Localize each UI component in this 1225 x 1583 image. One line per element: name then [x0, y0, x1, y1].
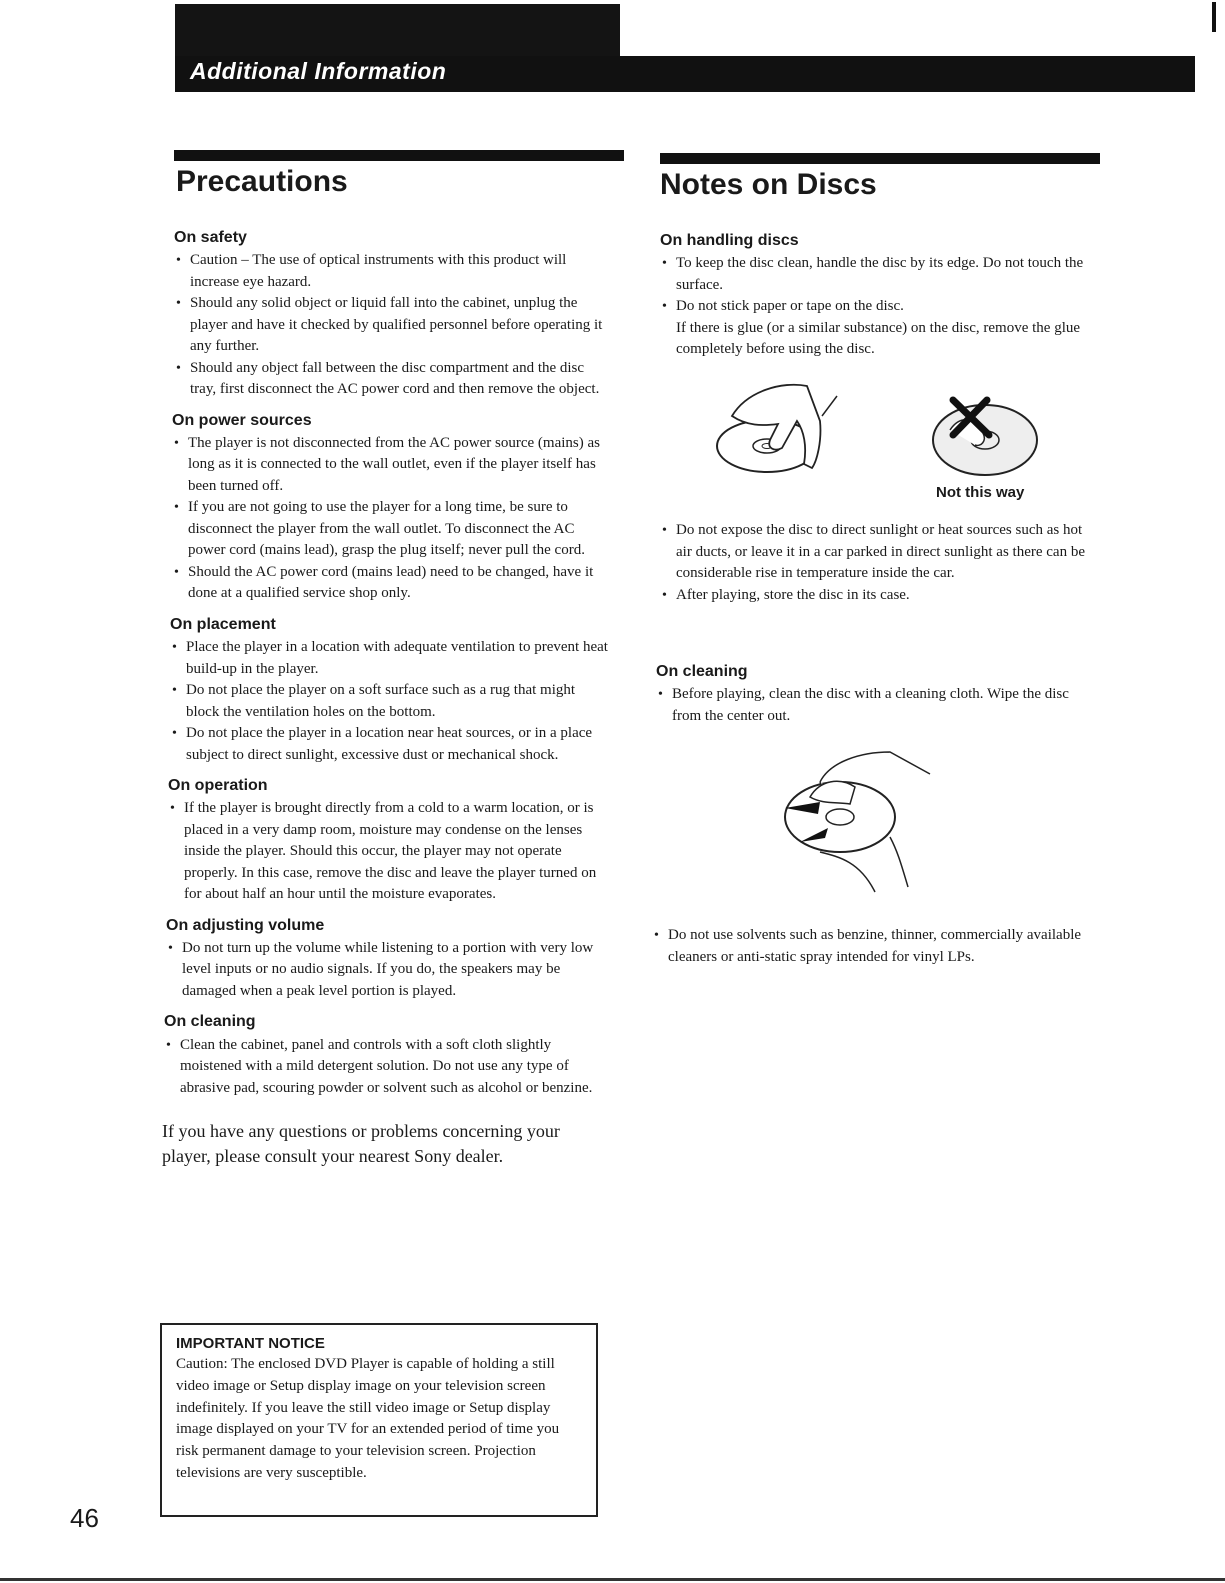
handling-heading: On handling discs	[660, 232, 799, 249]
placement-section	[170, 615, 612, 766]
bottom-border	[0, 1578, 1225, 1581]
handling-note: If there is glue (or a similar substance) on the disc, remove the glue completely before using the disc.	[676, 319, 1081, 358]
list-item: • Should any solid object or liquid fall into the cabinet, unplug the player and have it checked by qualified personnel before operating it any further.	[174, 293, 612, 358]
safety-section	[174, 228, 612, 401]
handling-section-continued	[660, 520, 1100, 606]
list-item: • Do not place the player in a location near heat sources, or in a place subject to direct sunlight, excessive dust or mechanical shock.	[170, 723, 612, 766]
disc-not-this-way-illustration	[925, 395, 1045, 480]
list-item: • Do not turn up the volume while listening to a portion with very low level inputs or no audio signals. If you do, the speakers may be damaged when a peak level portion is played.	[166, 938, 612, 1003]
list-item: • To keep the disc clean, handle the disc by its edge. Do not touch the surface.	[660, 253, 1100, 296]
list-item: • Before playing, clean the disc with a cleaning cloth. Wipe the disc from the center out.	[656, 684, 1096, 727]
volume-heading: On adjusting volume	[166, 916, 325, 934]
list-item: • If the player is brought directly from a cold to a warm location, or is placed in a very damp room, moisture may condense on the lenses inside the player. Should this occur, the player may not operate properly. In this case, remove the disc and leave the player turned on for about half an hour until the moisture evaporates.	[168, 798, 612, 906]
list-item: • Clean the cabinet, panel and controls with a soft cloth slightly moistened with a mild detergent solution. Do not use any type of abrasive pad, scouring powder or solvent such as alcohol or benzine.	[164, 1035, 612, 1100]
cleaning-heading: On cleaning	[164, 1013, 256, 1031]
header-title: Additional Information	[190, 58, 447, 84]
not-this-way-caption: Not this way	[936, 484, 1025, 501]
operation-heading: On operation	[168, 777, 268, 795]
precautions-title: Precautions	[176, 165, 348, 198]
power-section	[172, 411, 612, 605]
list-item: • If you are not going to use the player for a long time, be sure to disconnect the player from the wall outlet. To disconnect the AC power cord (mains lead), grasp the plug itself; never pull the cord.	[172, 497, 612, 562]
list-item: • Do not place the player on a soft surface such as a rug that might block the ventilation holes on the bottom.	[170, 680, 612, 723]
disc-cleaning-heading: On cleaning	[656, 663, 748, 680]
important-notice	[160, 1323, 598, 1517]
disc-cleaning-section	[656, 662, 1096, 727]
disc-cleaning-continued	[652, 925, 1092, 968]
placement-heading: On placement	[170, 615, 276, 633]
precautions-column	[162, 150, 612, 1169]
closing-text: If you have any questions or problems concerning your player, please consult your nearest Sony dealer.	[162, 1121, 560, 1167]
notice-title: IMPORTANT NOTICE	[176, 1335, 325, 1352]
discs-title: Notes on Discs	[660, 168, 877, 201]
list-item: • After playing, store the disc in its case.	[660, 585, 1100, 607]
page-number: 46	[70, 1503, 99, 1533]
operation-section	[168, 776, 612, 906]
header-tab	[175, 4, 620, 56]
safety-heading: On safety	[174, 229, 247, 246]
section-rule	[174, 150, 624, 161]
handling-section	[660, 231, 1100, 361]
disc-held-by-edge-illustration	[712, 376, 852, 476]
list-item: • Do not stick paper or tape on the disc.	[660, 296, 1100, 318]
list-item: • The player is not disconnected from the AC power source (mains) as long as it is connected to the wall outlet, even if the player itself has been turned off.	[172, 433, 612, 498]
list-item: • Do not use solvents such as benzine, thinner, commercially available cleaners or anti-static spray intended for vinyl LPs.	[652, 925, 1092, 968]
list-item: • Caution – The use of optical instruments with this product will increase eye hazard.	[174, 250, 612, 293]
section-rule	[660, 153, 1100, 164]
power-heading: On power sources	[172, 411, 312, 429]
list-item: • Should any object fall between the disc compartment and the disc tray, first disconnect the AC power cord and then remove the object.	[174, 358, 612, 401]
notice-body: Caution: The enclosed DVD Player is capable of holding a still video image or Setup display image on your television screen indefinitely. If you leave the still video image or Setup display image displayed on your TV for an extended period of time you risk permanent damage to your television screen. Projection televisions are very susceptible.	[176, 1356, 560, 1481]
discs-column	[660, 153, 1100, 361]
list-item: • Should the AC power cord (mains lead) need to be changed, have it done at a qualified service shop only.	[172, 562, 612, 605]
edge-mark	[1212, 2, 1216, 32]
cleaning-section	[164, 1012, 612, 1099]
volume-section	[166, 916, 612, 1003]
disc-cleaning-illustration	[780, 742, 940, 897]
list-item: • Do not expose the disc to direct sunlight or heat sources such as hot air ducts, or leave it in a car parked in direct sunlight as there can be considerable rise in temperature inside the car.	[660, 520, 1100, 585]
list-item: • Place the player in a location with adequate ventilation to prevent heat build-up in the player.	[170, 637, 612, 680]
